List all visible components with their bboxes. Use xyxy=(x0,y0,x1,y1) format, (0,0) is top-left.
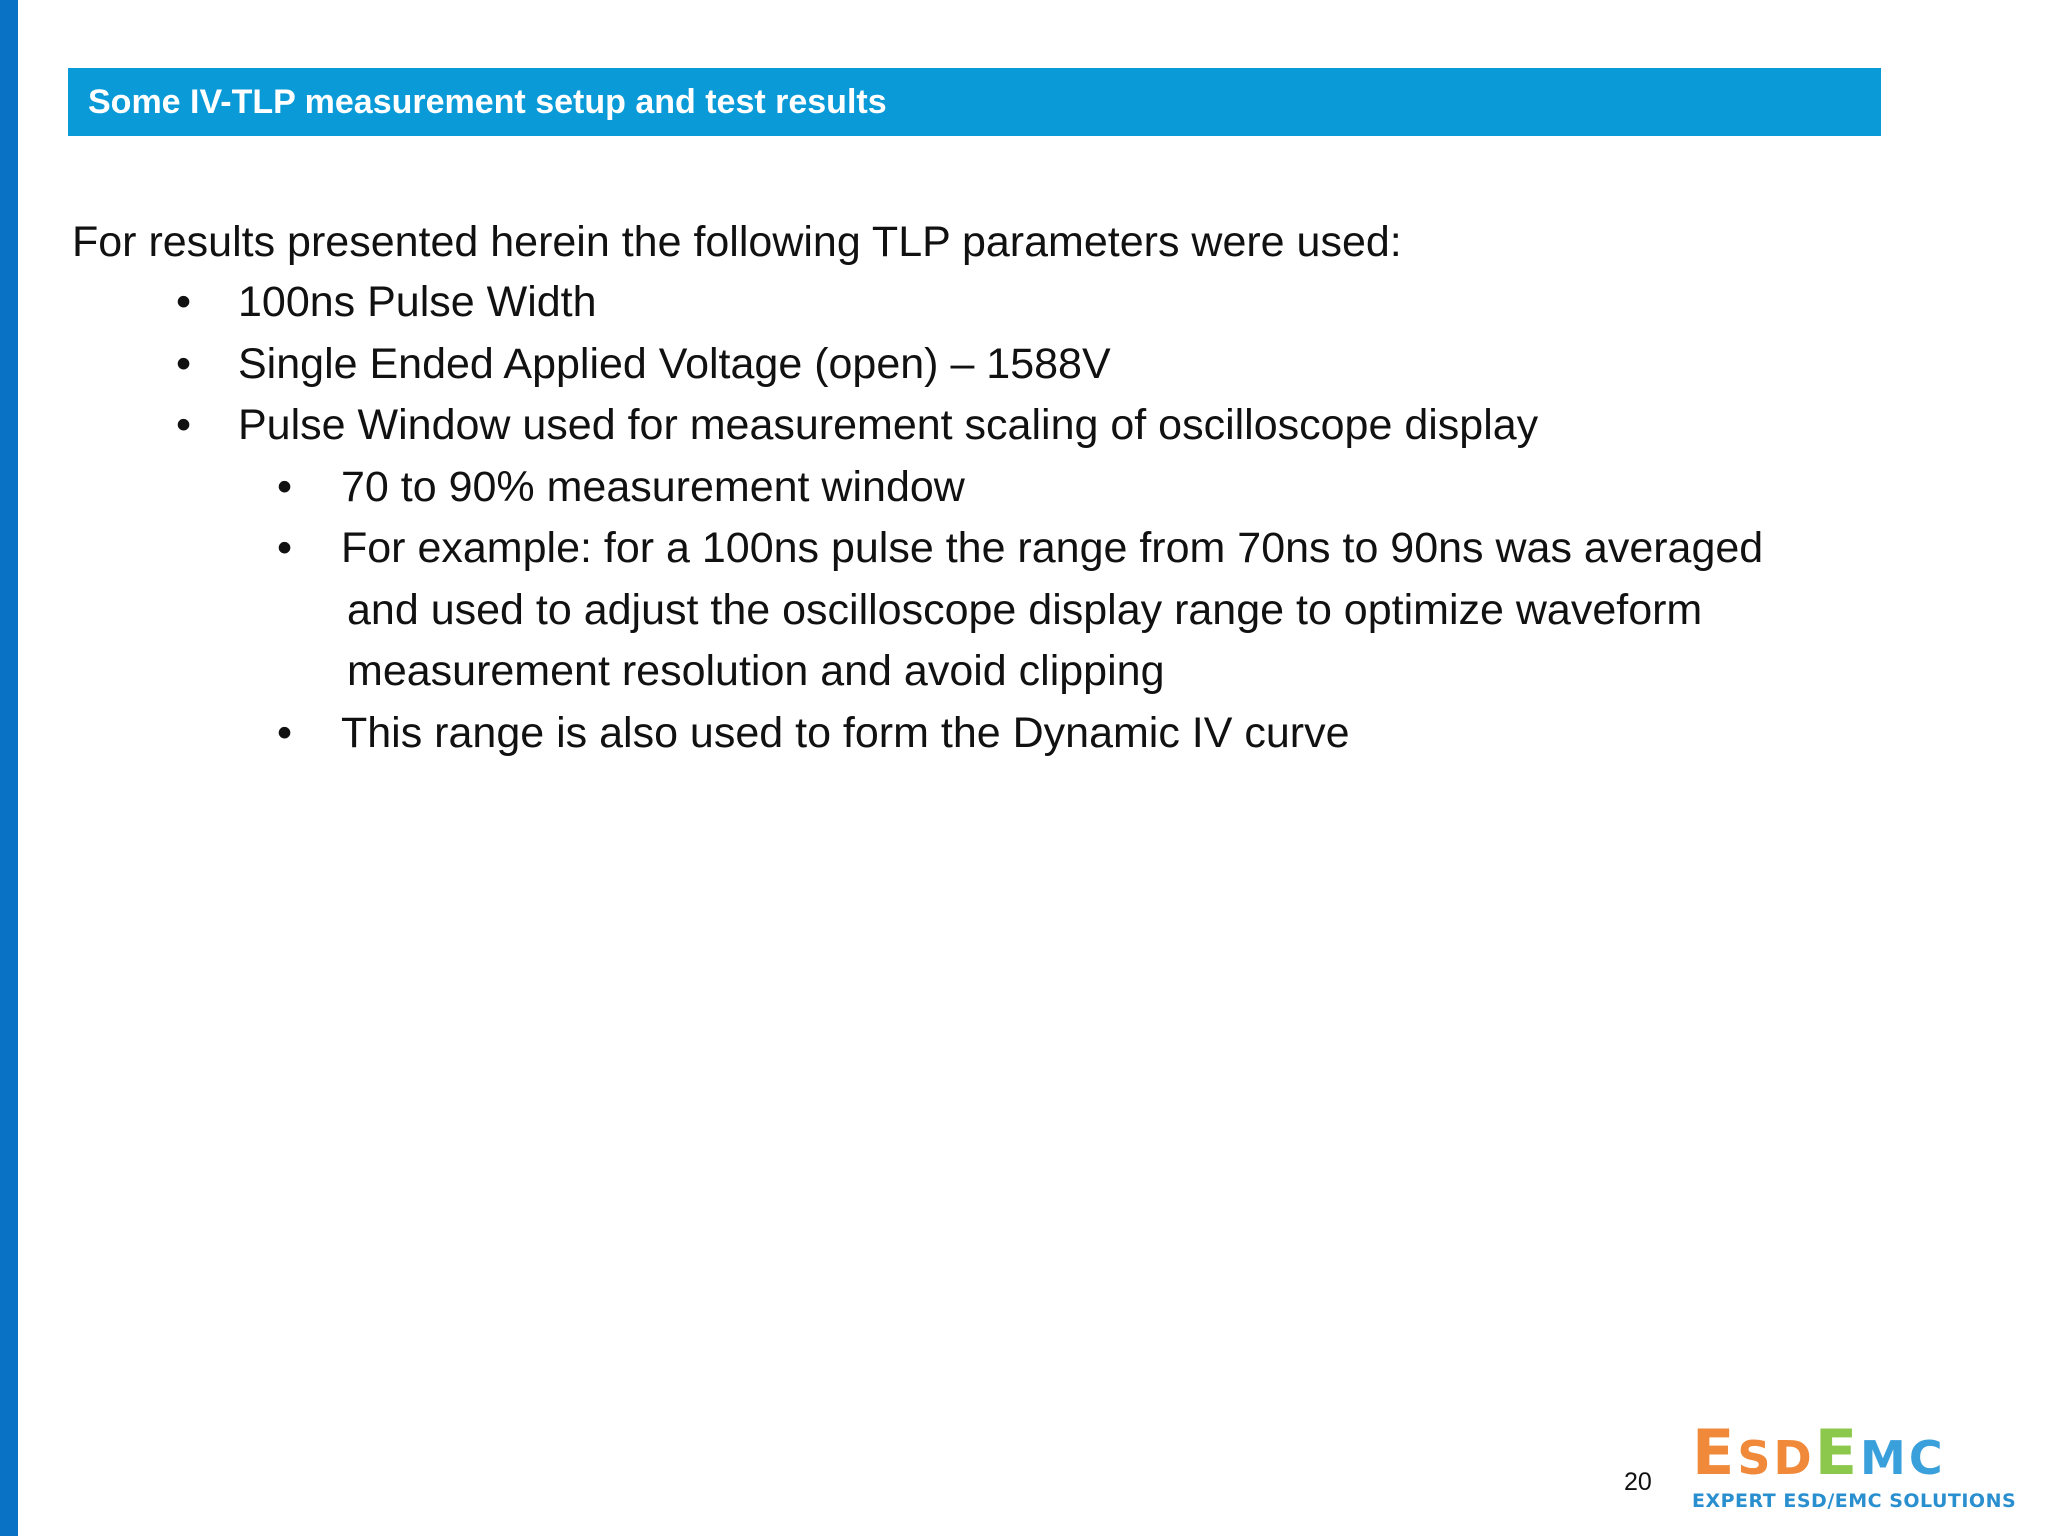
logo-letter: C xyxy=(1908,1431,1946,1485)
sub-bullet-text-continued: and used to adjust the oscilloscope display range to optimize waveform xyxy=(347,585,1703,634)
bullet-text: Pulse Window used for measurement scaling of oscilloscope display xyxy=(238,401,1539,449)
sub-list-item xyxy=(72,457,1892,519)
logo-tagline: EXPERT ESD/EMC SOLUTIONS xyxy=(1692,1490,2017,1512)
page-number: 20 xyxy=(1624,1468,1652,1496)
esdemc-logo xyxy=(1690,1418,2040,1518)
sub-list-item xyxy=(72,703,1892,765)
intro-text: For results presented herein the following TLP parameters were used: xyxy=(72,218,1402,266)
slide-title: Some IV-TLP measurement setup and test results xyxy=(88,83,887,121)
left-accent-bar xyxy=(0,0,18,1536)
logo-letter: D xyxy=(1773,1431,1815,1485)
sub-list-item xyxy=(72,518,1892,703)
bullet-icon: • xyxy=(176,401,192,449)
bullet-icon: • xyxy=(277,462,293,511)
bullet-list xyxy=(72,272,1892,764)
sub-bullet-list xyxy=(72,457,1892,765)
bullet-icon: • xyxy=(176,339,192,388)
logo-letter: E xyxy=(1692,1416,1738,1489)
logo-letter: M xyxy=(1860,1431,1909,1485)
logo-wordmark xyxy=(1692,1418,1946,1493)
logo-letter: E xyxy=(1814,1416,1861,1489)
bullet-icon: • xyxy=(277,708,293,757)
bullet-icon: • xyxy=(277,524,293,572)
sub-bullet-text: This range is also used to form the Dynamic IV curve xyxy=(341,708,1350,757)
list-item xyxy=(72,395,1892,764)
logo-letter: S xyxy=(1737,1431,1774,1485)
list-item xyxy=(72,272,1892,334)
sub-bullet-text: For example: for a 100ns pulse the range from 70ns to 90ns was averaged xyxy=(341,524,1764,572)
sub-bullet-text-continued: measurement resolution and avoid clipping xyxy=(347,647,1165,695)
bullet-text: 100ns Pulse Width xyxy=(238,278,597,326)
bullet-text: Single Ended Applied Voltage (open) – 1588V xyxy=(238,339,1111,388)
title-band xyxy=(68,68,1881,136)
list-item xyxy=(72,334,1892,396)
sub-bullet-text: 70 to 90% measurement window xyxy=(341,462,965,511)
bullet-icon: • xyxy=(176,278,192,326)
slide-body xyxy=(72,212,1892,764)
